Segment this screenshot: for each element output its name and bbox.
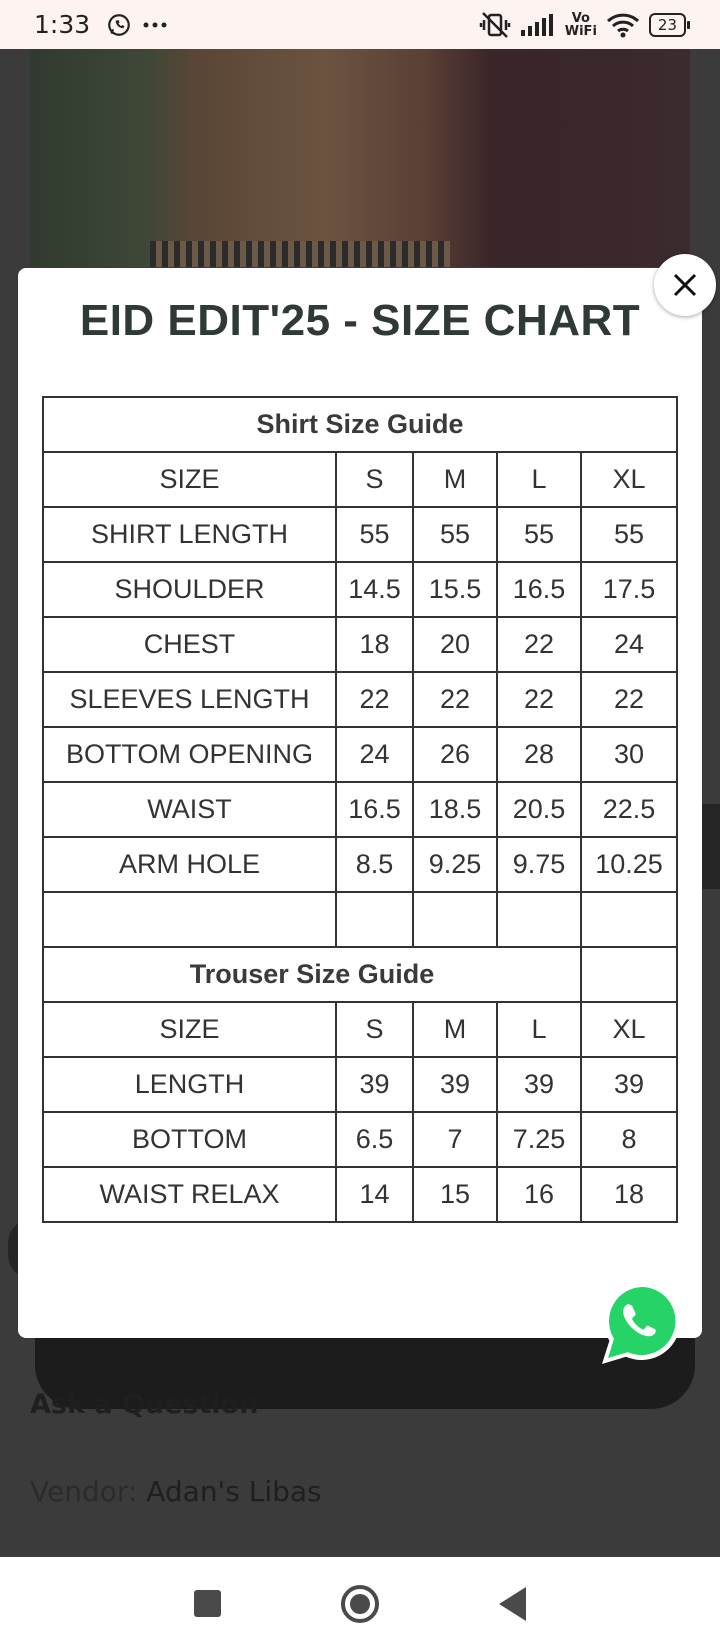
table-cell: 15.5 bbox=[413, 562, 497, 617]
table-cell: 39 bbox=[497, 1057, 581, 1112]
table-cell: 30 bbox=[581, 727, 677, 782]
signal-icon bbox=[520, 12, 556, 38]
measurement-label: WAIST bbox=[43, 782, 336, 837]
table-cell: 16 bbox=[497, 1167, 581, 1222]
table-header-cell: XL bbox=[581, 1002, 677, 1057]
table-row bbox=[43, 727, 677, 782]
table-cell: 8.5 bbox=[336, 837, 413, 892]
table-cell: 39 bbox=[336, 1057, 413, 1112]
table-header-cell: SIZE bbox=[43, 1002, 336, 1057]
table-cell: 22.5 bbox=[581, 782, 677, 837]
measurement-label: SHOULDER bbox=[43, 562, 336, 617]
table-cell: 55 bbox=[336, 507, 413, 562]
wifi-icon bbox=[606, 12, 640, 38]
whatsapp-notification-icon bbox=[106, 12, 132, 38]
table-cell: 22 bbox=[581, 672, 677, 727]
more-notifications-icon bbox=[142, 21, 168, 29]
measurement-label: ARM HOLE bbox=[43, 837, 336, 892]
table-cell: 39 bbox=[581, 1057, 677, 1112]
table-cell: 10.25 bbox=[581, 837, 677, 892]
table-cell: 22 bbox=[413, 672, 497, 727]
table-cell: 55 bbox=[581, 507, 677, 562]
status-time: 1:33 bbox=[34, 10, 91, 39]
table-header-cell: L bbox=[497, 452, 581, 507]
navigation-bar bbox=[0, 1557, 720, 1650]
table-cell: 22 bbox=[497, 617, 581, 672]
table-cell: 9.25 bbox=[413, 837, 497, 892]
whatsapp-icon bbox=[596, 1276, 690, 1370]
table-cell: 16.5 bbox=[497, 562, 581, 617]
table-cell: 18 bbox=[581, 1167, 677, 1222]
battery-indicator: 23 bbox=[649, 13, 686, 37]
vendor-name[interactable]: Adan's Libas bbox=[146, 1475, 322, 1508]
vendor-label: Vendor: bbox=[30, 1475, 138, 1508]
modal-title: EID EDIT'25 - SIZE CHART bbox=[79, 296, 641, 345]
vowifi-indicator: Vo WiFi bbox=[564, 10, 597, 39]
home-icon[interactable] bbox=[341, 1585, 379, 1623]
table-row bbox=[43, 1167, 677, 1222]
table-header-cell: S bbox=[336, 1002, 413, 1057]
table-row bbox=[43, 782, 677, 837]
table-row bbox=[43, 562, 677, 617]
measurement-label: BOTTOM OPENING bbox=[43, 727, 336, 782]
measurement-label: SHIRT LENGTH bbox=[43, 507, 336, 562]
table-row bbox=[43, 947, 677, 1002]
table-cell: 22 bbox=[497, 672, 581, 727]
table-cell: 20.5 bbox=[497, 782, 581, 837]
table-cell: 24 bbox=[336, 727, 413, 782]
table-cell: 6.5 bbox=[336, 1112, 413, 1167]
table-cell: 26 bbox=[413, 727, 497, 782]
status-bar bbox=[0, 0, 720, 49]
table-row bbox=[43, 1057, 677, 1112]
measurement-label: BOTTOM bbox=[43, 1112, 336, 1167]
table-cell: 24 bbox=[581, 617, 677, 672]
table-cell: 16.5 bbox=[336, 782, 413, 837]
vendor-line bbox=[30, 1475, 322, 1508]
measurement-label: SLEEVES LENGTH bbox=[43, 672, 336, 727]
shirt-section-title: Shirt Size Guide bbox=[43, 397, 677, 452]
table-cell: 14 bbox=[336, 1167, 413, 1222]
trouser-section-title: Trouser Size Guide bbox=[43, 947, 581, 1002]
vibrate-off-icon bbox=[479, 11, 511, 39]
table-header-cell: SIZE bbox=[43, 452, 336, 507]
table-cell: 9.75 bbox=[497, 837, 581, 892]
table-cell: 20 bbox=[413, 617, 497, 672]
table-cell: 7.25 bbox=[497, 1112, 581, 1167]
ask-question-link[interactable]: Ask a Question bbox=[30, 1389, 259, 1420]
table-row bbox=[43, 397, 677, 452]
table-cell: 39 bbox=[413, 1057, 497, 1112]
table-row bbox=[43, 1112, 677, 1167]
measurement-label: WAIST RELAX bbox=[43, 1167, 336, 1222]
size-chart-modal bbox=[18, 268, 702, 1338]
close-icon bbox=[672, 272, 698, 298]
table-header-cell: XL bbox=[581, 452, 677, 507]
table-row bbox=[43, 507, 677, 562]
table-cell: 22 bbox=[336, 672, 413, 727]
recents-icon[interactable] bbox=[194, 1590, 221, 1617]
table-row bbox=[43, 837, 677, 892]
measurement-label: CHEST bbox=[43, 617, 336, 672]
table-row bbox=[43, 1002, 677, 1057]
table-cell: 28 bbox=[497, 727, 581, 782]
close-modal-button[interactable] bbox=[654, 254, 716, 316]
table-row bbox=[43, 672, 677, 727]
table-cell: 14.5 bbox=[336, 562, 413, 617]
whatsapp-chat-button[interactable] bbox=[596, 1276, 690, 1370]
size-chart-table bbox=[42, 396, 678, 1223]
measurement-label: LENGTH bbox=[43, 1057, 336, 1112]
table-cell: 8 bbox=[581, 1112, 677, 1167]
table-row bbox=[43, 452, 677, 507]
table-row bbox=[43, 617, 677, 672]
table-header-cell: L bbox=[497, 1002, 581, 1057]
table-cell: 55 bbox=[497, 507, 581, 562]
table-cell: 18 bbox=[336, 617, 413, 672]
table-cell: 17.5 bbox=[581, 562, 677, 617]
table-cell: 7 bbox=[413, 1112, 497, 1167]
table-cell: 55 bbox=[413, 507, 497, 562]
table-header-cell: M bbox=[413, 1002, 497, 1057]
table-cell: 18.5 bbox=[413, 782, 497, 837]
back-icon[interactable] bbox=[499, 1587, 526, 1621]
table-header-cell: M bbox=[413, 452, 497, 507]
table-header-cell: S bbox=[336, 452, 413, 507]
product-image bbox=[30, 49, 690, 267]
table-row-empty bbox=[43, 892, 677, 947]
table-cell: 15 bbox=[413, 1167, 497, 1222]
